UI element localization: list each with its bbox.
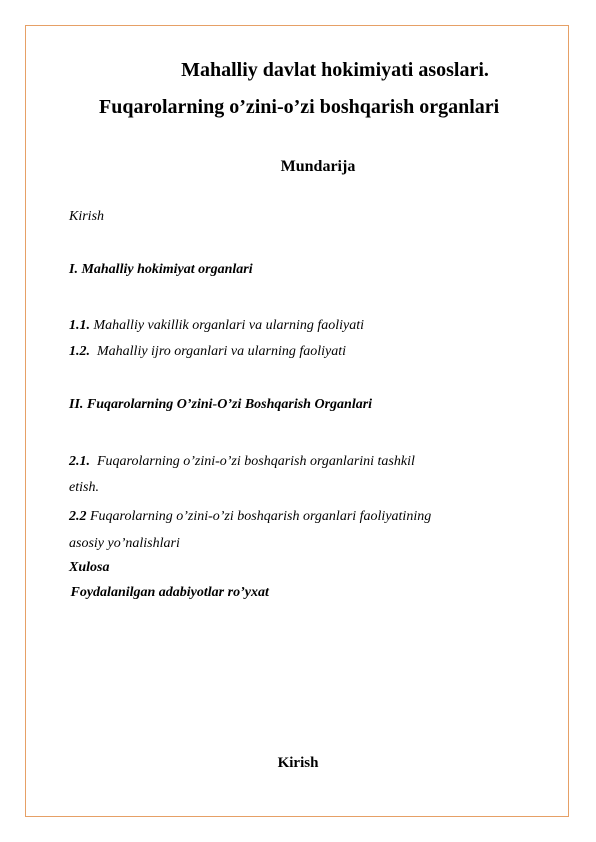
toc-conclusion [69, 561, 109, 575]
toc-item-2-2-continuation: asosiy yo’nalishlari [69, 536, 180, 551]
toc-chapter-2 [69, 398, 372, 412]
toc-item-2-2-number: 2.2 [69, 509, 87, 524]
toc-item-2-1-text: Fuqarolarning o’zini-o’zi boshqarish organlarini tashkil [90, 454, 415, 469]
toc-item-1-1-text: Mahalliy vakillik organlari va ularning faoliyati [90, 318, 365, 333]
section-heading-intro: Kirish [277, 755, 319, 771]
toc-item-2-1 [69, 455, 415, 469]
page-border [25, 25, 569, 817]
toc-conclusion-label: Xulosa [69, 560, 110, 575]
toc-item-2-2 [69, 510, 431, 524]
toc-references-label: Foydalanilgan adabiyotlar ro’yxat [67, 585, 269, 600]
toc-chapter-1-label: I. Mahalliy hokimiyat organlari [69, 262, 253, 277]
document-title-line-1: Mahalliy davlat hokimiyati asoslari. [181, 59, 489, 81]
document-title-line-2: Fuqarolarning o’zini-o’zi boshqarish organlari [99, 96, 500, 118]
toc-item-1-1-number: 1.1. [69, 318, 90, 333]
toc-item-1-1 [69, 319, 364, 333]
toc-intro: Kirish [69, 209, 105, 224]
toc-item-2-1-continuation: etish. [69, 480, 99, 495]
toc-item-1-2 [69, 345, 346, 359]
toc-item-1-2-text: Mahalliy ijro organlari va ularning faoliyati [90, 344, 347, 359]
toc-references [67, 586, 269, 600]
toc-item-1-2-number: 1.2. [69, 344, 90, 359]
toc-chapter-2-label: II. Fuqarolarning O’zini-O’zi Boshqarish Organlari [69, 397, 373, 412]
toc-heading: Mundarija [280, 158, 356, 175]
toc-item-2-1-number: 2.1. [69, 454, 90, 469]
toc-chapter-1 [69, 263, 253, 277]
toc-item-2-2-text: Fuqarolarning o’zini-o’zi boshqarish organlari faoliyatining [86, 509, 432, 524]
